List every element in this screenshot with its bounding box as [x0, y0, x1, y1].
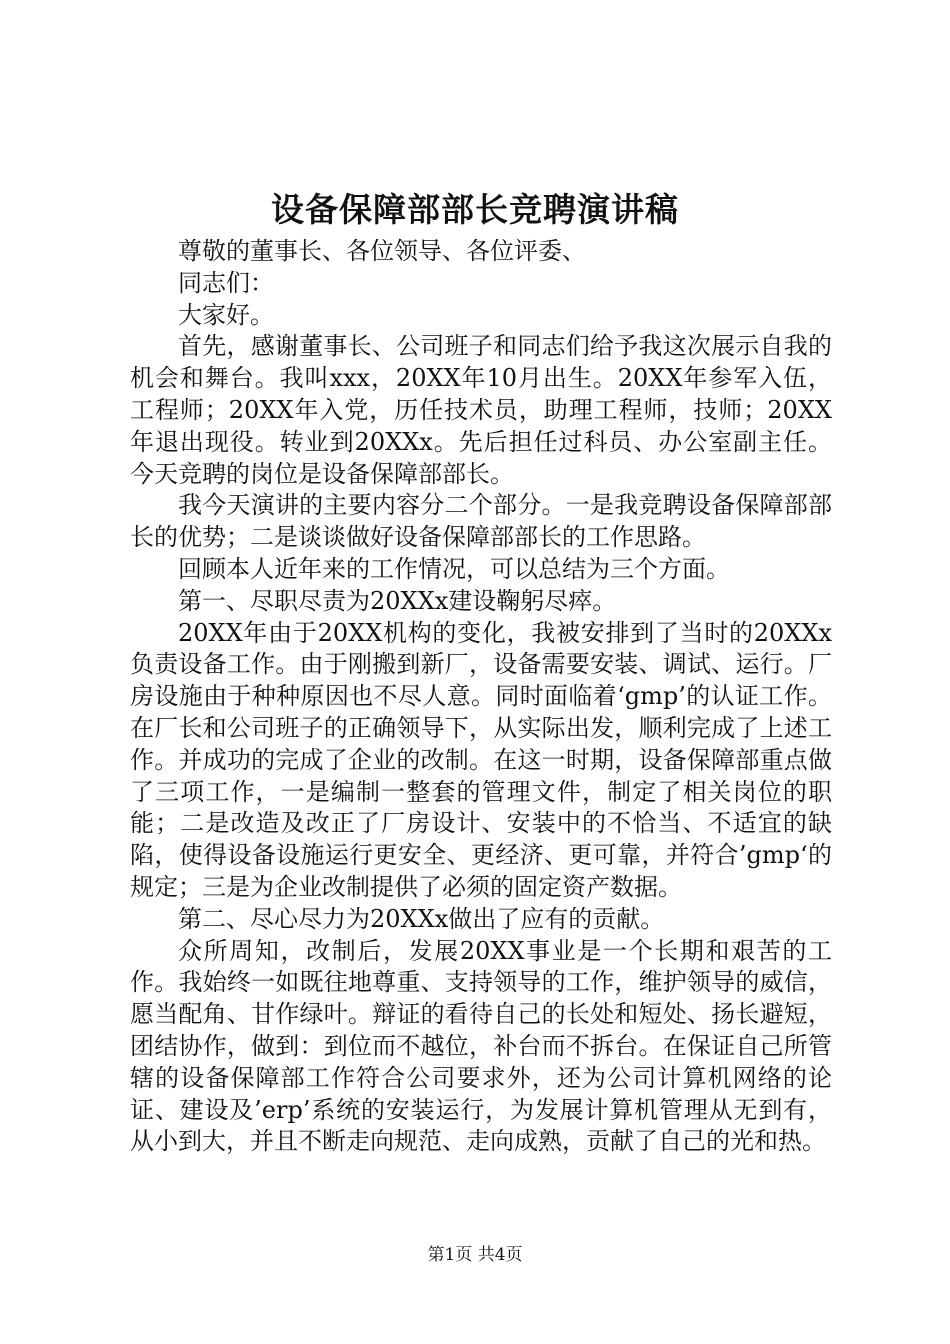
body-paragraph: 回顾本人近年来的工作情况，可以总结为三个方面。 — [178, 554, 730, 583]
salutation-paragraph: 尊敬的董事长、各位领导、各位评委、 — [178, 237, 586, 265]
section-heading: 第二、尽心尽力为20XXx做出了应有的贡献。 — [178, 904, 665, 933]
salutation-comrades: 同志们： — [178, 268, 274, 297]
section-heading: 第一、尽职尽责为20XXx建设鞠躬尽瘁。 — [178, 586, 617, 615]
body-paragraph: 首先，感谢董事长、公司班子和同志们给予我这次展示自我的机会和舞台。我叫xxx，20XX年10月出生。20XX年参军入伍，工程师；20XX年入党，历任技术员，助理工程师，技师；20XX年退出现役。转业到20XXx。先后担任过科员、办公室副主任。今天竞聘的岗位是设备保障部部长。 — [130, 332, 832, 488]
page-footer: 第1页 共4页 — [427, 1245, 523, 1265]
greeting-paragraph: 大家好。 — [178, 300, 274, 329]
body-paragraph: 众所周知，改制后，发展20XX事业是一个长期和艰苦的工作。我始终一如既往地尊重、支持领导的工作，维护领导的威信，愿当配角、甘作绿叶。辩证的看待自己的长处和短处、扬长避短，团结协作，做到：到位而不越位，补台而不拆台。在保证自己所管辖的设备保障部工作符合公司要求外，还为公司计算机网络的论证、建设及’erp’系统的安装运行，为发展计算机管理从无到有，从小到大，并且不断走向规范、走向成熟，贡献了自己的光和热。 — [130, 936, 832, 1156]
body-paragraph: 我今天演讲的主要内容分二个部分。一是我竞聘设备保障部部长的优势；二是谈谈做好设备保障部部长的工作思路。 — [130, 491, 832, 552]
document-title: 设备保障部部长竞聘演讲稿 — [271, 190, 679, 229]
document-body — [130, 236, 832, 1158]
body-paragraph: 20XX年由于20XX机构的变化，我被安排到了当时的20XXx负责设备工作。由于刚搬到新厂，设备需要安装、调试、运行。厂房设施由于种种原因也不尽人意。同时面临着‘gmp’的认证工作。在厂长和公司班子的正确领导下，从实际出发，顺利完成了上述工作。并成功的完成了企业的改制。在这一时期，设备保障部重点做了三项工作，一是编制一整套的管理文件，制定了相关岗位的职能；二是改造及改正了厂房设计、安装中的不恰当、不适宜的缺陷，使得设备设施运行更安全、更经济、更可靠，并符合’gmp‘的规定；三是为企业改制提供了必须的固定资产数据。 — [130, 618, 832, 901]
